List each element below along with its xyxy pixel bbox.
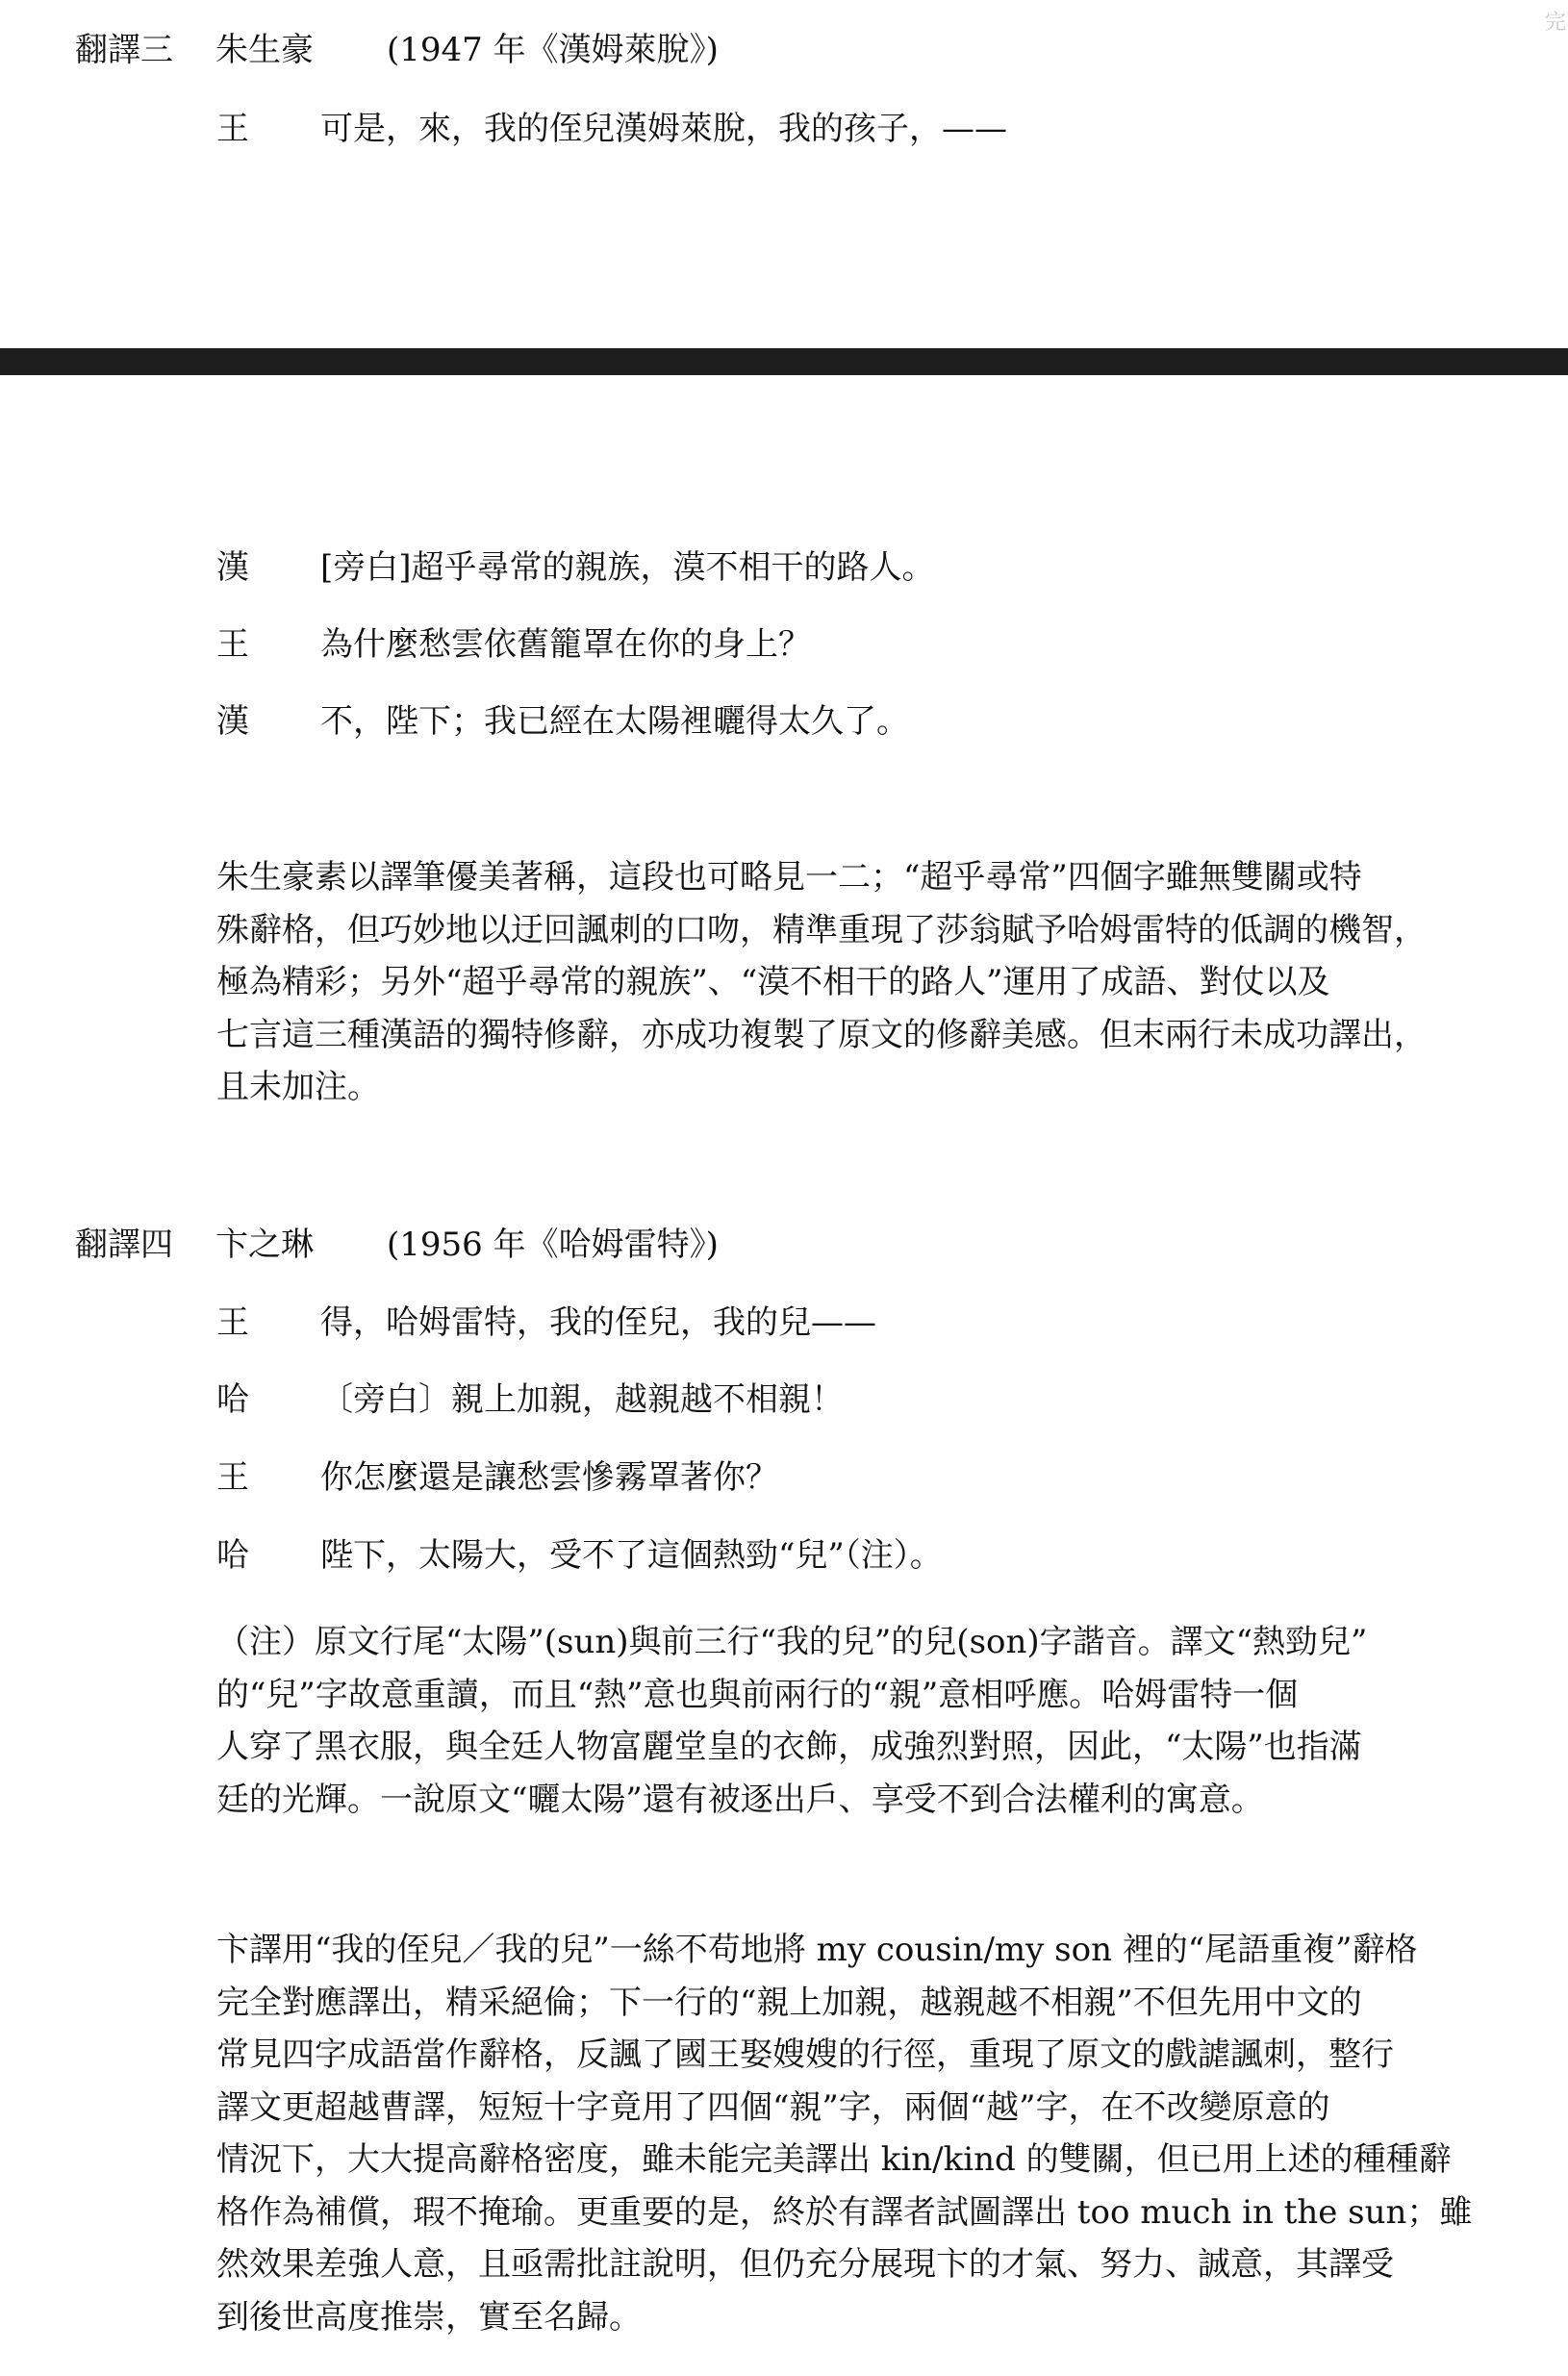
paragraph-line: 殊辭格，但巧妙地以迂回諷刺的口吻，精準重現了莎翁賦予哈姆雷特的低調的機智， [216,910,1427,949]
dialogue-line [216,1458,778,1497]
dialogue-text: 得，哈姆雷特，我的侄兒，我的兒—— [320,1303,876,1342]
dialogue-line [216,625,811,664]
paragraph-line: 常見四字成語當作辭格，反諷了國王娶嫂嫂的行徑，重現了原文的戲謔諷刺，整行 [216,2035,1394,2074]
paragraph-line: 情況下，大大提高辭格密度，雖未能完美譯出 kin/kind 的雙關，但已用上述的種種辭 [216,2140,1452,2179]
paragraph-line: 人穿了黑衣服，與全廷人物富麗堂皇的衣飾，成強烈對照，因此，“太陽”也指滿 [216,1728,1362,1766]
commentary-paragraph-3 [216,851,1486,1114]
paragraph-line: （注）原文行尾“太陽”(sun)與前三行“我的兒”的兒(son)字諧音。譯文“熱勁兒” [216,1623,1368,1661]
dialogue-line [216,548,935,587]
dialogue-text: 不，陛下；我已經在太陽裡曬得太久了。 [320,702,909,741]
dialogue-text: 為什麼愁雲依舊籠罩在你的身上？ [320,625,811,664]
dialogue-line [216,702,909,741]
paragraph-line: 的“兒”字故意重讀，而且“熱”意也與前兩行的“親”意相呼應。哈姆雷特一個 [216,1675,1299,1714]
section4-source: (1956 年《哈姆雷特》) [387,1226,719,1264]
section3-label: 翻譯三 [75,31,173,69]
dialogue-text: 你怎麼還是讓愁雲慘霧罩著你？ [320,1458,778,1497]
dialogue-line [216,1303,876,1342]
paragraph-line: 極為精彩；另外“超乎尋常的親族”、“漠不相干的路人”運用了成語、對仗以及 [216,963,1330,1001]
section3-translator: 朱生豪 [215,31,314,69]
speaker-label: 王 [216,110,249,148]
speaker-label: 哈 [216,1536,249,1575]
translation-note [216,1616,1486,1826]
paragraph-line: 卞譯用“我的侄兒／我的兒”一絲不苟地將 my cousin/my son 裡的“尾語重複”辭格 [216,1931,1418,1969]
section3-dialogue-line [216,110,1007,148]
paragraph-line: 譯文更超越曹譯，短短十字竟用了四個“親”字，兩個“越”字，在不改變原意的 [216,2087,1330,2127]
paragraph-line: 完全對應譯出，精采絕倫；下一行的“親上加親，越親越不相親”不但先用中文的 [216,1983,1362,2022]
section4-heading [75,1226,719,1264]
paragraph-line: 且未加注。 [216,1068,380,1106]
dialogue-line [216,1536,943,1575]
dialogue-line [216,1380,844,1419]
section3-source: (1947 年《漢姆萊脫》) [387,31,719,69]
paragraph-line: 到後世高度推崇，實至名歸。 [216,2297,642,2337]
section3-heading [75,31,719,69]
speaker-label: 漢 [216,702,249,741]
dialogue-text: 陛下，太陽大，受不了這個熱勁“兒”（注）。 [320,1536,943,1575]
section4-label: 翻譯四 [75,1226,173,1264]
page-divider [0,348,1568,375]
dialogue-text: [旁白]超乎尋常的親族，漠不相干的路人。 [320,548,935,587]
commentary-paragraph-4 [216,1924,1486,2343]
dialogue-text: 可是，來，我的侄兒漢姆萊脫，我的孩子，—— [320,110,1007,148]
paragraph-line: 七言這三種漢語的獨特修辭，亦成功複製了原文的修辭美感。但末兩行未成功譯出， [216,1015,1427,1054]
paragraph-line: 廷的光輝。一說原文“曬太陽”還有被逐出戶、享受不到合法權利的寓意。 [216,1780,1264,1819]
corner-mark: 完 [1545,11,1567,35]
paragraph-line: 朱生豪素以譯筆優美著稱，這段也可略見一二；“超乎尋常”四個字雖無雙關或特 [216,858,1362,897]
dialogue-text: 〔旁白〕親上加親，越親越不相親！ [320,1380,844,1419]
paragraph-line: 然效果差強人意，且亟需批註說明，但仍充分展現卞的才氣、努力、誠意，其譯受 [216,2245,1394,2284]
speaker-label: 王 [216,625,249,664]
speaker-label: 漢 [216,548,249,587]
speaker-label: 哈 [216,1380,249,1419]
speaker-label: 王 [216,1458,249,1497]
section4-translator: 卞之琳 [215,1226,314,1264]
speaker-label: 王 [216,1303,249,1342]
paragraph-line: 格作為補償，瑕不掩瑜。更重要的是，終於有譯者試圖譯出 too much in the sun；雖 [216,2192,1473,2232]
